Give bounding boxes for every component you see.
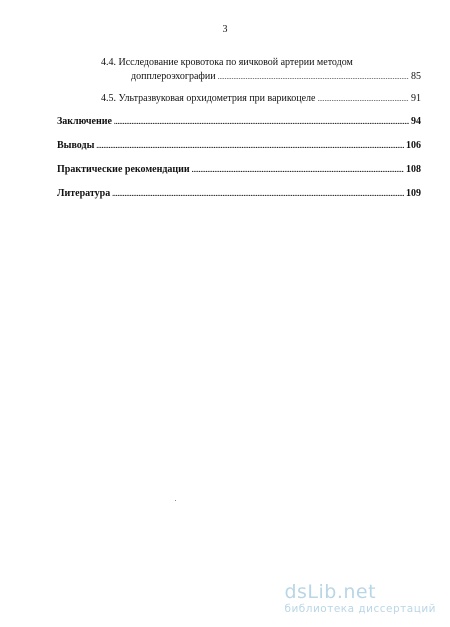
watermark-subtitle: библиотека диссертаций: [284, 603, 436, 615]
toc-entry-title-continued: допплероэхографии: [131, 71, 216, 82]
toc-entry-row: [101, 92, 421, 106]
toc-entry-row: [57, 187, 421, 201]
dot-leader: [317, 92, 409, 106]
toc-entry-title: Выводы: [57, 140, 95, 151]
table-of-contents: [57, 56, 421, 201]
toc-entry-conclusion: [57, 115, 421, 129]
watermark: [284, 582, 436, 616]
toc-page-number: 91: [411, 93, 421, 104]
page-number: 3: [222, 24, 228, 35]
toc-page-number: 106: [406, 140, 421, 151]
toc-entry-continuation: [101, 70, 421, 84]
scan-speck: [175, 500, 176, 501]
watermark-logo: dsLib.net: [284, 581, 377, 603]
dot-leader: [112, 187, 404, 201]
toc-entry-4-4: [57, 56, 421, 84]
toc-entry-row: [57, 115, 421, 129]
toc-entry-literature: [57, 187, 421, 201]
dot-leader: [114, 115, 409, 129]
toc-entry-title: Литература: [57, 188, 111, 199]
toc-entry-title: 4.5. Ультразвуковая орхидометрия при варикоцеле: [101, 93, 316, 104]
toc-entry-title: Заключение: [57, 116, 112, 127]
toc-entry-findings: [57, 139, 421, 153]
toc-page-number: 108: [406, 164, 421, 175]
dot-leader: [192, 163, 404, 177]
toc-page-number: 109: [406, 188, 421, 199]
dot-leader: [96, 139, 404, 153]
toc-page-number: 85: [411, 71, 421, 82]
toc-entry-recommendations: [57, 163, 421, 177]
toc-entry-title: 4.4. Исследование кровотока по яичковой артерии методом: [101, 57, 353, 68]
toc-page-number: 94: [411, 116, 421, 127]
toc-entry-row: [57, 163, 421, 177]
toc-entry-row: [57, 139, 421, 153]
toc-entry-title: Практические рекомендации: [57, 164, 190, 175]
toc-entry-4-5: [57, 92, 421, 106]
dot-leader: [218, 70, 409, 84]
